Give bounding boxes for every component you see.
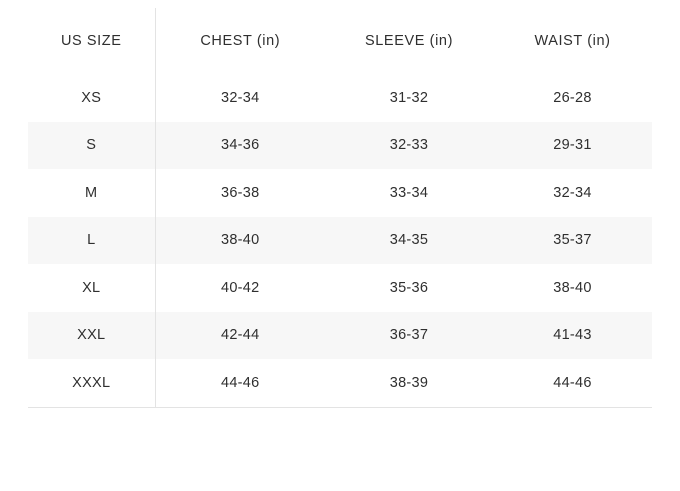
cell-size: XS — [28, 74, 155, 122]
cell-chest: 34-36 — [155, 122, 325, 170]
table-header-row — [28, 8, 652, 74]
table-row — [28, 169, 652, 217]
cell-sleeve: 38-39 — [325, 359, 493, 407]
cell-size: XL — [28, 264, 155, 312]
column-header-chest: CHEST (in) — [200, 33, 281, 49]
column-header-sleeve: SLEEVE (in) — [365, 33, 453, 49]
cell-waist: 29-31 — [493, 122, 652, 170]
cell-size: XXXL — [28, 359, 155, 407]
cell-sleeve: 31-32 — [389, 89, 429, 106]
table-body — [28, 74, 652, 407]
table-row — [28, 122, 652, 170]
size-chart-table — [28, 8, 652, 408]
cell-chest: 38-40 — [155, 217, 325, 265]
cell-chest: 42-44 — [155, 312, 325, 360]
cell-sleeve: 32-33 — [325, 122, 493, 170]
cell-waist: 41-43 — [493, 312, 652, 360]
cell-size: L — [28, 217, 155, 265]
cell-waist: 38-40 — [553, 279, 592, 296]
cell-chest: 44-46 — [155, 359, 325, 407]
cell-waist: 44-46 — [493, 359, 652, 407]
cell-sleeve: 36-37 — [325, 312, 493, 360]
table-row — [28, 217, 652, 265]
cell-chest: 36-38 — [220, 184, 260, 201]
cell-sleeve: 35-36 — [389, 279, 429, 296]
cell-chest: 32-34 — [220, 89, 260, 106]
cell-waist: 26-28 — [553, 89, 592, 106]
cell-size: XXL — [28, 312, 155, 360]
table-row — [28, 312, 652, 360]
cell-waist: 35-37 — [493, 217, 652, 265]
column-header-us-size: US SIZE — [28, 8, 155, 74]
table-row — [28, 264, 652, 312]
column-header-waist: WAIST (in) — [534, 33, 611, 49]
cell-sleeve: 33-34 — [389, 184, 429, 201]
cell-sleeve: 34-35 — [325, 217, 493, 265]
cell-size: S — [28, 122, 155, 170]
cell-chest: 40-42 — [220, 279, 260, 296]
table-header — [28, 8, 652, 74]
table-row — [28, 359, 652, 407]
cell-waist: 32-34 — [553, 184, 592, 201]
cell-size: M — [28, 169, 155, 217]
table-row — [28, 74, 652, 122]
